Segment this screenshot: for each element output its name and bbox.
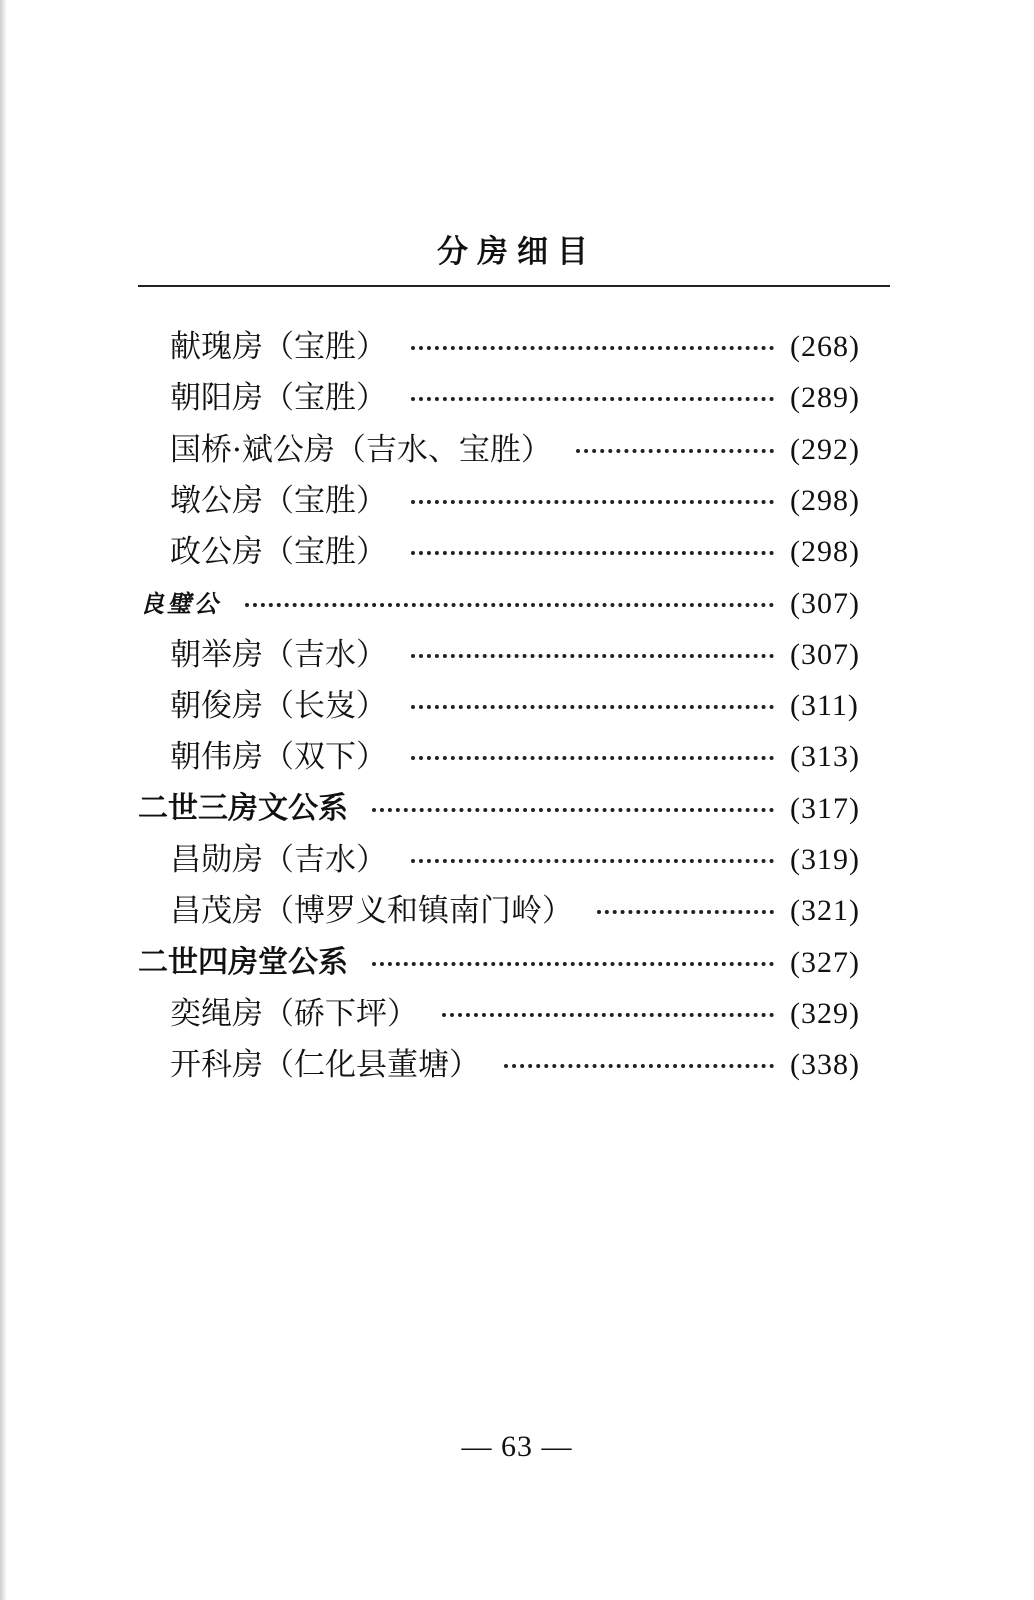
toc-entry-page: (307) [790, 638, 860, 671]
dot-leader [597, 910, 774, 914]
page-number: — 63 — [461, 1430, 573, 1463]
toc-entry-title: 开科房（仁化县董塘） [170, 1047, 480, 1083]
toc-entry-title: 奕绳房（硚下坪） [170, 996, 418, 1032]
toc-entry[interactable] [0, 838, 1034, 882]
toc-entry-page: (338) [790, 1048, 860, 1081]
dot-leader [411, 654, 774, 658]
toc-entry[interactable] [0, 684, 1034, 728]
toc-entry-title: 朝俊房（长岌） [170, 688, 387, 724]
toc-entry-page: (321) [790, 894, 860, 927]
dot-leader [411, 397, 774, 401]
toc-entry[interactable] [0, 633, 1034, 677]
toc-entry[interactable] [0, 889, 1034, 933]
toc-entry[interactable] [0, 992, 1034, 1036]
dot-leader [411, 859, 774, 863]
toc-entry-title: 二世三房文公系 [138, 791, 348, 826]
toc-entry[interactable] [0, 325, 1034, 369]
toc-entry-title: 朝伟房（双下） [170, 739, 387, 775]
dot-leader [411, 346, 774, 350]
dot-leader [245, 603, 774, 607]
toc-entry[interactable] [0, 582, 1034, 626]
toc-entry-title: 朝阳房（宝胜） [170, 380, 387, 416]
toc-entry-title: 昌茂房（博罗义和镇南门岭） [170, 893, 573, 929]
toc-entry-title: 良璧公 [140, 589, 221, 618]
toc-entry[interactable] [0, 376, 1034, 420]
toc-entry-page: (327) [790, 946, 860, 979]
toc-entry[interactable] [0, 787, 1034, 831]
toc-entry-page: (289) [790, 381, 860, 414]
dot-leader [372, 808, 774, 812]
toc-entry-title: 国桥·斌公房（吉水、宝胜） [170, 432, 552, 468]
toc-entry[interactable] [0, 941, 1034, 985]
dot-leader [576, 449, 774, 453]
toc-entry-title: 献瑰房（宝胜） [170, 329, 387, 365]
toc-entry-page: (319) [790, 843, 860, 876]
toc-entry-page: (298) [790, 535, 860, 568]
toc-entry-title: 墩公房（宝胜） [170, 483, 387, 519]
toc-entry-page: (292) [790, 433, 860, 466]
toc-entry[interactable] [0, 1043, 1034, 1087]
dot-leader [442, 1013, 774, 1017]
toc-entry-page: (317) [790, 792, 860, 825]
running-header: 分房细目 [437, 234, 597, 270]
toc-entry-title: 昌勋房（吉水） [170, 842, 387, 878]
toc-entry-title: 政公房（宝胜） [170, 534, 387, 570]
toc-entry[interactable] [0, 428, 1034, 472]
toc-entry-page: (307) [790, 587, 860, 620]
dot-leader [372, 962, 774, 966]
dot-leader [411, 551, 774, 555]
toc-entry[interactable] [0, 479, 1034, 523]
dot-leader [411, 756, 774, 760]
toc-entry-page: (329) [790, 997, 860, 1030]
toc-entry[interactable] [0, 735, 1034, 779]
dot-leader [411, 705, 774, 709]
toc-entry-page: (313) [790, 740, 860, 773]
toc-entry-page: (298) [790, 484, 860, 517]
toc-entry-title: 二世四房堂公系 [138, 945, 348, 980]
toc-entry-page: (311) [790, 689, 859, 722]
toc-entry-title: 朝举房（吉水） [170, 637, 387, 673]
dot-leader [411, 500, 774, 504]
toc-entry[interactable] [0, 530, 1034, 574]
toc-entry-page: (268) [790, 330, 860, 363]
dot-leader [504, 1064, 774, 1068]
